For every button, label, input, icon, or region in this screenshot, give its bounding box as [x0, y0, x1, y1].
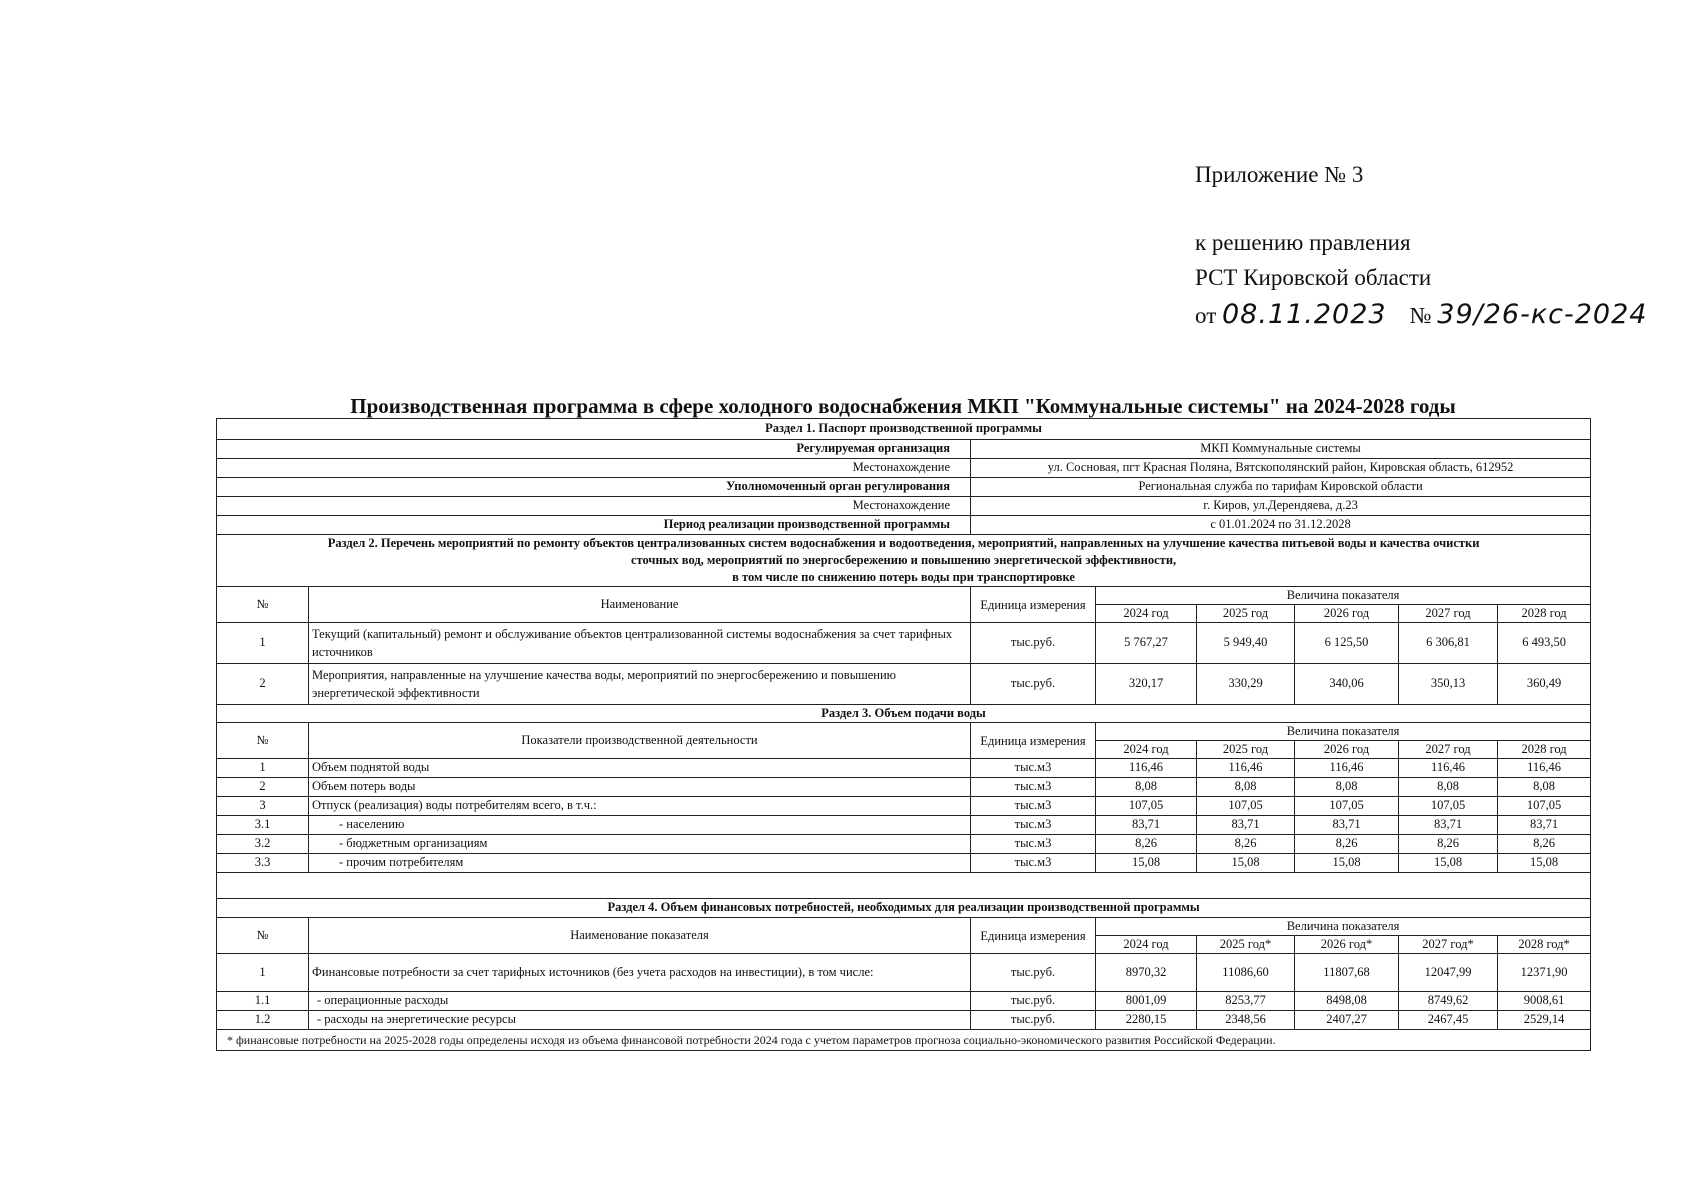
- appendix-number: Приложение № 3: [1195, 162, 1364, 187]
- year-header: 2025 год*: [1197, 936, 1295, 954]
- row-value: 6 493,50: [1498, 623, 1591, 664]
- row-unit: тыс.м3: [971, 759, 1096, 778]
- row-value: 8,26: [1498, 835, 1591, 854]
- row-value: 6 306,81: [1399, 623, 1498, 664]
- row-value: 8,08: [1399, 778, 1498, 797]
- row-number: 1.1: [217, 992, 309, 1011]
- program-row: [217, 623, 1591, 664]
- passport-label: Местонахождение: [217, 497, 971, 516]
- row-value: 11086,60: [1197, 954, 1295, 992]
- row-name: Мероприятия, направленные на улучшение качества воды, мероприятий по энергосбережению и повышению энергетической эффективности: [309, 664, 971, 705]
- col-name-header: Наименование показателя: [309, 918, 971, 954]
- row-number: 2: [217, 664, 309, 705]
- row-unit: тыс.м3: [971, 797, 1096, 816]
- row-name: Финансовые потребности за счет тарифных источников (без учета расходов на инвестиции), в том числе:: [309, 954, 971, 992]
- row-value: 350,13: [1399, 664, 1498, 705]
- row-value: 83,71: [1498, 816, 1591, 835]
- section3-title: Раздел 3. Объем подачи воды: [217, 705, 1591, 723]
- col-no-header: №: [217, 918, 309, 954]
- section2-title-line: в том числе по снижению потерь воды при транспортировке: [732, 570, 1075, 584]
- row-value: 11807,68: [1295, 954, 1399, 992]
- row-value: 9008,61: [1498, 992, 1591, 1011]
- passport-row: [217, 478, 1591, 497]
- section4-header-row: [217, 918, 1591, 936]
- row-value: 5 949,40: [1197, 623, 1295, 664]
- row-value: 360,49: [1498, 664, 1591, 705]
- finance-row: [217, 954, 1591, 992]
- year-header: 2024 год: [1096, 605, 1197, 623]
- row-value: 107,05: [1498, 797, 1591, 816]
- row-number: 3.1: [217, 816, 309, 835]
- row-value: 107,05: [1295, 797, 1399, 816]
- section2-title-line: сточных вод, мероприятий по энергосбережению и повышению энергетической эффективности,: [630, 553, 1177, 567]
- program-table: [216, 418, 1591, 1051]
- section2-header-row: [217, 587, 1591, 605]
- row-value: 116,46: [1295, 759, 1399, 778]
- row-value: 116,46: [1197, 759, 1295, 778]
- row-value: 2280,15: [1096, 1011, 1197, 1030]
- section2-title-row: [217, 535, 1591, 587]
- row-name: - операционные расходы: [309, 992, 971, 1011]
- row-value: 8749,62: [1399, 992, 1498, 1011]
- col-unit-header: Единица измерения: [971, 918, 1096, 954]
- year-header: 2026 год*: [1295, 936, 1399, 954]
- row-value: 15,08: [1498, 854, 1591, 873]
- row-value: 2467,45: [1399, 1011, 1498, 1030]
- passport-row: [217, 516, 1591, 535]
- row-value: 15,08: [1197, 854, 1295, 873]
- row-value: 8,08: [1197, 778, 1295, 797]
- year-header: 2028 год: [1498, 741, 1591, 759]
- year-header: 2026 год: [1295, 605, 1399, 623]
- finance-row: [217, 1011, 1591, 1030]
- passport-row: [217, 440, 1591, 459]
- handwritten-number: 39/26-кс-2024: [1437, 299, 1648, 330]
- row-name: - прочим потребителям: [309, 854, 971, 873]
- row-value: 12371,90: [1498, 954, 1591, 992]
- section1-title-row: [217, 419, 1591, 440]
- row-name: - бюджетным организациям: [309, 835, 971, 854]
- year-header: 2027 год*: [1399, 936, 1498, 954]
- row-number: 1: [217, 759, 309, 778]
- year-header: 2028 год: [1498, 605, 1591, 623]
- row-value: 8,26: [1399, 835, 1498, 854]
- col-name-header: Показатели производственной деятельности: [309, 723, 971, 759]
- row-value: 5 767,27: [1096, 623, 1197, 664]
- passport-value: Региональная служба по тарифам Кировской области: [971, 478, 1591, 497]
- row-value: 12047,99: [1399, 954, 1498, 992]
- date-number-line: [1195, 301, 1647, 328]
- row-value: 330,29: [1197, 664, 1295, 705]
- supply-row: [217, 759, 1591, 778]
- row-value: 6 125,50: [1295, 623, 1399, 664]
- row-value: 2407,27: [1295, 1011, 1399, 1030]
- passport-value: МКП Коммунальные системы: [971, 440, 1591, 459]
- col-value-header: Величина показателя: [1096, 587, 1591, 605]
- section4-title-row: [217, 899, 1591, 918]
- section2-title: [217, 535, 1591, 587]
- row-number: 1: [217, 954, 309, 992]
- spacer-cell: [217, 873, 1591, 899]
- row-value: 116,46: [1399, 759, 1498, 778]
- row-value: 83,71: [1197, 816, 1295, 835]
- row-value: 8,26: [1295, 835, 1399, 854]
- row-name: Объем поднятой воды: [309, 759, 971, 778]
- passport-row: [217, 459, 1591, 478]
- supply-row: [217, 778, 1591, 797]
- decision-line: к решению правления: [1195, 230, 1411, 255]
- col-no-header: №: [217, 587, 309, 623]
- passport-label: Период реализации производственной программы: [217, 516, 971, 535]
- section2-title-line: Раздел 2. Перечень мероприятий по ремонту объектов централизованных систем водоснабжения и водоотведения, мероприятий, направленных на улучшение качества питьевой воды и качества очистки: [327, 536, 1480, 550]
- row-value: 107,05: [1096, 797, 1197, 816]
- supply-row: [217, 835, 1591, 854]
- section3-header-row: [217, 723, 1591, 741]
- passport-value: с 01.01.2024 по 31.12.2028: [971, 516, 1591, 535]
- supply-row: [217, 816, 1591, 835]
- col-no-header: №: [217, 723, 309, 759]
- row-name: Отпуск (реализация) воды потребителям всего, в т.ч.:: [309, 797, 971, 816]
- program-row: [217, 664, 1591, 705]
- row-value: 107,05: [1399, 797, 1498, 816]
- row-number: 3.3: [217, 854, 309, 873]
- row-value: 8,08: [1498, 778, 1591, 797]
- row-number: 3.2: [217, 835, 309, 854]
- passport-value: ул. Сосновая, пгт Красная Поляна, Вятскополянский район, Кировская область, 612952: [971, 459, 1591, 478]
- passport-label: Регулируемая организация: [217, 440, 971, 459]
- row-value: 8,26: [1197, 835, 1295, 854]
- footnote: * финансовые потребности на 2025-2028 годы определены исходя из объема финансовой потребности 2024 года с учетом параметров прогноза социально-экономического развития Российской Федерации.: [217, 1030, 1591, 1051]
- row-number: 1.2: [217, 1011, 309, 1030]
- year-header: 2028 год*: [1498, 936, 1591, 954]
- year-header: 2024 год: [1096, 741, 1197, 759]
- col-unit-header: Единица измерения: [971, 723, 1096, 759]
- finance-row: [217, 992, 1591, 1011]
- row-value: 8970,32: [1096, 954, 1197, 992]
- supply-row: [217, 854, 1591, 873]
- col-name-header: Наименование: [309, 587, 971, 623]
- row-value: 8498,08: [1295, 992, 1399, 1011]
- row-value: 2529,14: [1498, 1011, 1591, 1030]
- row-value: 15,08: [1295, 854, 1399, 873]
- row-unit: тыс.м3: [971, 778, 1096, 797]
- row-value: 83,71: [1295, 816, 1399, 835]
- row-value: 8,08: [1295, 778, 1399, 797]
- year-header: 2025 год: [1197, 605, 1295, 623]
- org-line: РСТ Кировской области: [1195, 265, 1432, 290]
- row-value: 116,46: [1096, 759, 1197, 778]
- spacer-row: [217, 873, 1591, 899]
- row-unit: тыс.м3: [971, 854, 1096, 873]
- row-value: 8253,77: [1197, 992, 1295, 1011]
- section1-title: Раздел 1. Паспорт производственной программы: [217, 419, 1591, 440]
- row-number: 3: [217, 797, 309, 816]
- row-name: Текущий (капитальный) ремонт и обслуживание объектов централизованной системы водоснабжения за счет тарифных источников: [309, 623, 971, 664]
- row-value: 320,17: [1096, 664, 1197, 705]
- row-unit: тыс.руб.: [971, 992, 1096, 1011]
- handwritten-date: 08.11.2023: [1222, 299, 1387, 330]
- year-header: 2027 год: [1399, 605, 1498, 623]
- date-prefix: от: [1195, 303, 1217, 328]
- row-name: - населению: [309, 816, 971, 835]
- row-value: 340,06: [1295, 664, 1399, 705]
- year-header: 2026 год: [1295, 741, 1399, 759]
- row-value: 8,26: [1096, 835, 1197, 854]
- year-header: 2025 год: [1197, 741, 1295, 759]
- passport-value: г. Киров, ул.Дерендяева, д.23: [971, 497, 1591, 516]
- row-value: 15,08: [1096, 854, 1197, 873]
- year-header: 2027 год: [1399, 741, 1498, 759]
- row-value: 15,08: [1399, 854, 1498, 873]
- row-value: 107,05: [1197, 797, 1295, 816]
- footnote-row: [217, 1030, 1591, 1051]
- row-unit: тыс.руб.: [971, 954, 1096, 992]
- row-name: Объем потерь воды: [309, 778, 971, 797]
- passport-label: Уполномоченный орган регулирования: [217, 478, 971, 497]
- row-unit: тыс.м3: [971, 816, 1096, 835]
- row-value: 8001,09: [1096, 992, 1197, 1011]
- passport-label: Местонахождение: [217, 459, 971, 478]
- row-number: 1: [217, 623, 309, 664]
- row-unit: тыс.руб.: [971, 664, 1096, 705]
- section3-title-row: [217, 705, 1591, 723]
- row-unit: тыс.руб.: [971, 623, 1096, 664]
- row-value: 83,71: [1096, 816, 1197, 835]
- row-value: 116,46: [1498, 759, 1591, 778]
- col-value-header: Величина показателя: [1096, 723, 1591, 741]
- supply-row: [217, 797, 1591, 816]
- section4-title: Раздел 4. Объем финансовых потребностей, необходимых для реализации производственной программы: [217, 899, 1591, 918]
- col-unit-header: Единица измерения: [971, 587, 1096, 623]
- row-number: 2: [217, 778, 309, 797]
- col-value-header: Величина показателя: [1096, 918, 1591, 936]
- row-value: 2348,56: [1197, 1011, 1295, 1030]
- row-value: 83,71: [1399, 816, 1498, 835]
- row-value: 8,08: [1096, 778, 1197, 797]
- row-unit: тыс.м3: [971, 835, 1096, 854]
- document-title: Производственная программа в сфере холодного водоснабжения МКП "Коммунальные системы" на 2024-2028 годы: [350, 394, 1456, 418]
- row-name: - расходы на энергетические ресурсы: [309, 1011, 971, 1030]
- passport-row: [217, 497, 1591, 516]
- number-prefix: №: [1409, 303, 1432, 328]
- row-unit: тыс.руб.: [971, 1011, 1096, 1030]
- year-header: 2024 год: [1096, 936, 1197, 954]
